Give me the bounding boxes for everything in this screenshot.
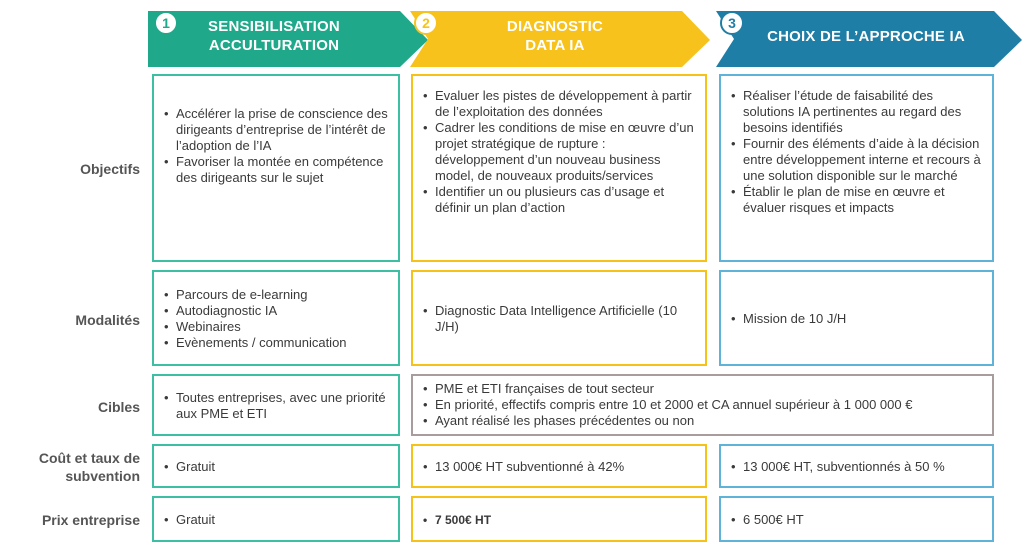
list-item: • Parcours de e-learning: [164, 287, 390, 303]
step-2-title-line1: DIAGNOSTIC: [506, 18, 604, 35]
cout-cell-3: [719, 444, 994, 488]
list-item: • Gratuit: [164, 512, 390, 528]
list-item: • Établir le plan de mise en œuvre et évaluer risques et impacts: [731, 184, 984, 216]
step-3-title-line1: CHOIX DE L’APPROCHE IA: [767, 27, 965, 45]
list-item: • 7 500€ HT: [423, 512, 697, 528]
list-item: • 13 000€ HT subventionné à 42%: [423, 459, 697, 475]
list-item: • Favoriser la montée en compétence des dirigeants sur le sujet: [164, 154, 390, 186]
step-2-number: 2: [414, 11, 438, 35]
list-item: • Accélérer la prise de conscience des dirigeants d’entreprise de l’intérêt de l’adoption de l’IA: [164, 106, 390, 154]
prix-cell-1: [152, 496, 400, 542]
modalites-cell-3: [719, 270, 994, 366]
objectifs-cell-1: [152, 74, 400, 262]
row-label-prix: Prix entreprise: [41, 512, 140, 528]
list-item: • Gratuit: [164, 459, 390, 475]
list-item: • Evènements / communication: [164, 335, 390, 351]
list-item: • Réaliser l’étude de faisabilité des solutions IA pertinentes au regard des besoins identifiés: [731, 88, 984, 136]
step-3-title: [738, 5, 994, 67]
cout-cell-2: [411, 444, 707, 488]
step-3-number: 3: [720, 11, 744, 35]
cibles-cell-1: [152, 374, 400, 436]
step-2-title: [430, 5, 680, 67]
list-item: • Mission de 10 J/H: [731, 311, 984, 327]
cout-list-2: [423, 459, 697, 475]
row-label-modalites: Modalités: [75, 312, 140, 328]
step-2-header: [410, 5, 710, 67]
list-item: • 13 000€ HT, subventionnés à 50 %: [731, 459, 984, 475]
list-item: • Identifier un ou plusieurs cas d’usage et définir un plan d’action: [423, 184, 697, 216]
step-1-number: 1: [154, 11, 178, 35]
prix-cell-2: [411, 496, 707, 542]
list-item: • Ayant réalisé les phases précédentes ou non: [423, 413, 984, 429]
step-1-title-line1: SENSIBILISATION: [208, 18, 340, 35]
step-1-title: [148, 5, 400, 67]
list-item: • Evaluer les pistes de développement à partir de l’exploitation des données: [423, 88, 697, 120]
cout-cell-1: [152, 444, 400, 488]
row-label-cout: [0, 449, 140, 485]
row-label-cibles: Cibles: [97, 399, 140, 415]
row-label-cout-line1: Coût et taux de: [38, 450, 140, 466]
cout-list-1: [164, 459, 390, 475]
modalites-list-1: [164, 287, 390, 351]
step-3-header: [716, 5, 1022, 67]
list-item: • Fournir des éléments d’aide à la décision entre développement interne et recours à une solution disponible sur le marché: [731, 136, 984, 184]
list-item: • Autodiagnostic IA: [164, 303, 390, 319]
modalites-list-2: [423, 303, 697, 335]
list-item: • 6 500€ HT: [731, 512, 984, 528]
step-1-header: [148, 5, 430, 67]
row-label-objectifs: Objectifs: [80, 161, 140, 177]
list-item: • PME et ETI françaises de tout secteur: [423, 381, 984, 397]
step-2-title-line2: DATA IA: [525, 37, 585, 54]
modalites-cell-1: [152, 270, 400, 366]
list-item: • Webinaires: [164, 319, 390, 335]
list-item: • En priorité, effectifs compris entre 10 et 2000 et CA annuel supérieur à 1 000 000 €: [423, 397, 984, 413]
objectifs-list-1: [164, 106, 390, 186]
row-label-cout-line2: subvention: [65, 468, 140, 484]
list-item: • Diagnostic Data Intelligence Artificielle (10 J/H): [423, 303, 697, 335]
objectifs-cell-3: [719, 74, 994, 262]
objectifs-list-2: [423, 88, 697, 216]
modalites-list-3: [731, 311, 984, 327]
step-1-title-line2: ACCULTURATION: [208, 37, 340, 54]
list-item: • Toutes entreprises, avec une priorité aux PME et ETI: [164, 390, 390, 422]
cibles-list-1: [164, 390, 390, 422]
cout-list-3: [731, 459, 984, 475]
prix-list-1: [164, 512, 390, 528]
prix-list-3: [731, 512, 984, 528]
cibles-cell-2-3: [411, 374, 994, 436]
list-item: • Cadrer les conditions de mise en œuvre d’un projet stratégique de rupture : développement d’un nouveau business model, de nouveaux produits/services: [423, 120, 697, 184]
modalites-cell-2: [411, 270, 707, 366]
cibles-list-2-3: [423, 381, 984, 429]
objectifs-cell-2: [411, 74, 707, 262]
prix-cell-3: [719, 496, 994, 542]
prix-list-2: [423, 512, 697, 528]
objectifs-list-3: [731, 88, 984, 216]
